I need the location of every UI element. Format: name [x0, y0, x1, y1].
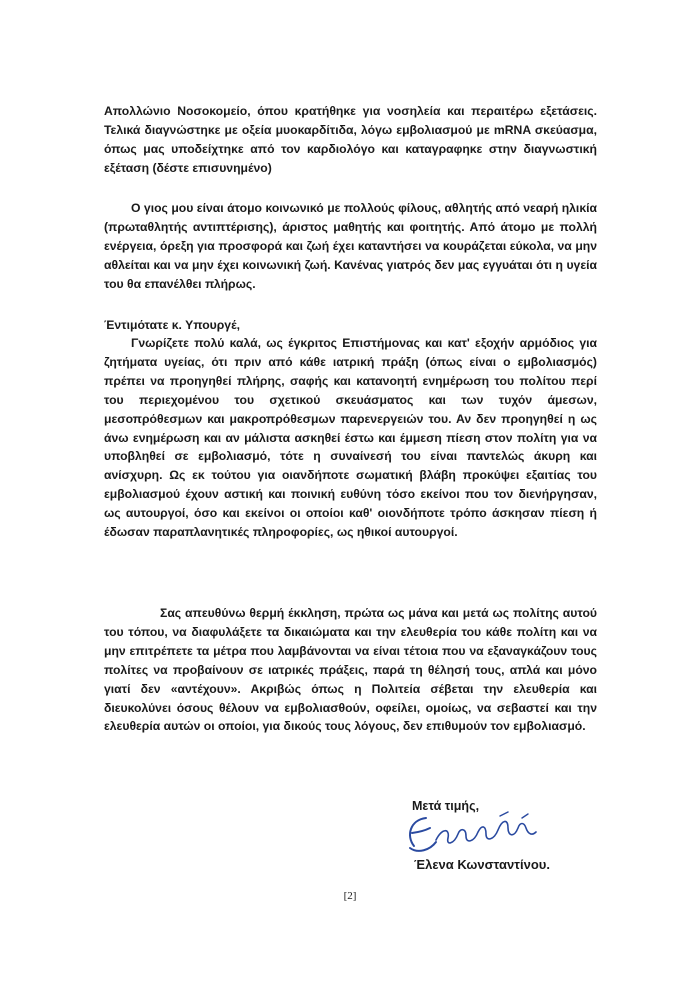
signature	[396, 806, 546, 860]
salutation: Έντιμότατε κ. Υπουργέ,	[104, 318, 240, 332]
paragraph-consent: Γνωρίζετε πολύ καλά, ως έγκριτος Επιστήμονας και κατ' εξοχήν αρμόδιος για ζητήματα υγείας, ότι πριν από κάθε ιατρική πράξη (όπως είναι ο εμβολιασμός) πρέπει να προηγηθεί πλήρης, σαφής και κατανοητή ενημέρωση του πολίτου περί του περιεχομένου του σχετικού σκευάσματος και των τυχόν άμεσων, μεσοπρόθεσμων και μακροπρόθεσμων παρενεργειών του. Αν δεν προηγηθεί η ως άνω ενημέρωση και αν μάλιστα ασκηθεί έστω και έμμεση πίεση στον πολίτη για να υποβληθεί σε εμβολιασμό, τότε η συναίνεσή του είναι παντελώς άκυρη και ανίσχυρη. Ως εκ τούτου για οιανδήποτε σωματική βλάβη προκύψει εξαιτίας του εμβολιασμού έχουν αστική και ποινική ευθύνη τόσο εκείνοι που τον διενήργησαν, ως αυτουργοί, όσο και εκείνοι οι οποίοι καθ' οιονδήποτε τρόπο άσκησαν πίεση ή έδωσαν παραπλανητικές πληροφορίες, ως ηθικοί αυτουργοί.	[104, 336, 597, 540]
page-number: [2]	[343, 890, 357, 902]
paragraph-son: Ο γιος μου είναι άτομο κοινωνικό με πολλούς φίλους, αθλητής από νεαρή ηλικία (πρωταθλητής αντιπτέρισης), άριστος μαθητής και φοιτητής. Από άτομο με πολλή ενέργεια, όρεξη για προσφορά και ζωή έχει καταντήσει να κουράζεται εύκολα, να μην αθλείται και να μην έχει κοινωνική ζωή. Κανένας γιατρός δεν μας εγγυάται ότι η υγεία του θα επανέλθει πλήρως.	[104, 201, 597, 291]
paragraph-appeal: Σας απευθύνω θερμή έκκληση, πρώτα ως μάνα και μετά ως πολίτης αυτού του τόπου, να διαφυλάξετε τα δικαιώματα και την ελευθερία του κάθε πολίτη και να μην επιτρέπετε τα μέτρα που λαμβάνονται να είναι τέτοια που να εξαναγκάζουν τους πολίτες να προβαίνουν σε ιατρικές πράξεις, παρά τη θέλησή τους, απλά και μόνο γιατί δεν «αντέχουν». Ακριβώς όπως η Πολιτεία σέβεται την ελευθερία και διευκολύνει όσους θέλουν να εμβολιασθούν, οφείλει, ομοίως, να σεβαστεί και την ελευθερία αυτών οι οποίοι, για δικούς τους λόγους, δεν επιθυμούν τον εμβολιασμό.	[104, 606, 597, 734]
paragraph-hospital: Απολλώνιο Νοσοκομείο, όπου κρατήθηκε για νοσηλεία και περαιτέρω εξετάσεις. Τελικά διαγνώστηκε με οξεία μυοκαρδίτιδα, λόγω εμβολιασμού με mRNA σκεύασμα, όπως μας υποδείχτηκε από τον καρδιολόγο και καταγραφηκε στην διαγνωστική εξέταση (δέστε επισυνημένο)	[104, 104, 597, 175]
closing: Μετά τιμής,	[412, 799, 480, 813]
signatory-name: Έλενα Κωνσταντίνου.	[414, 857, 550, 872]
